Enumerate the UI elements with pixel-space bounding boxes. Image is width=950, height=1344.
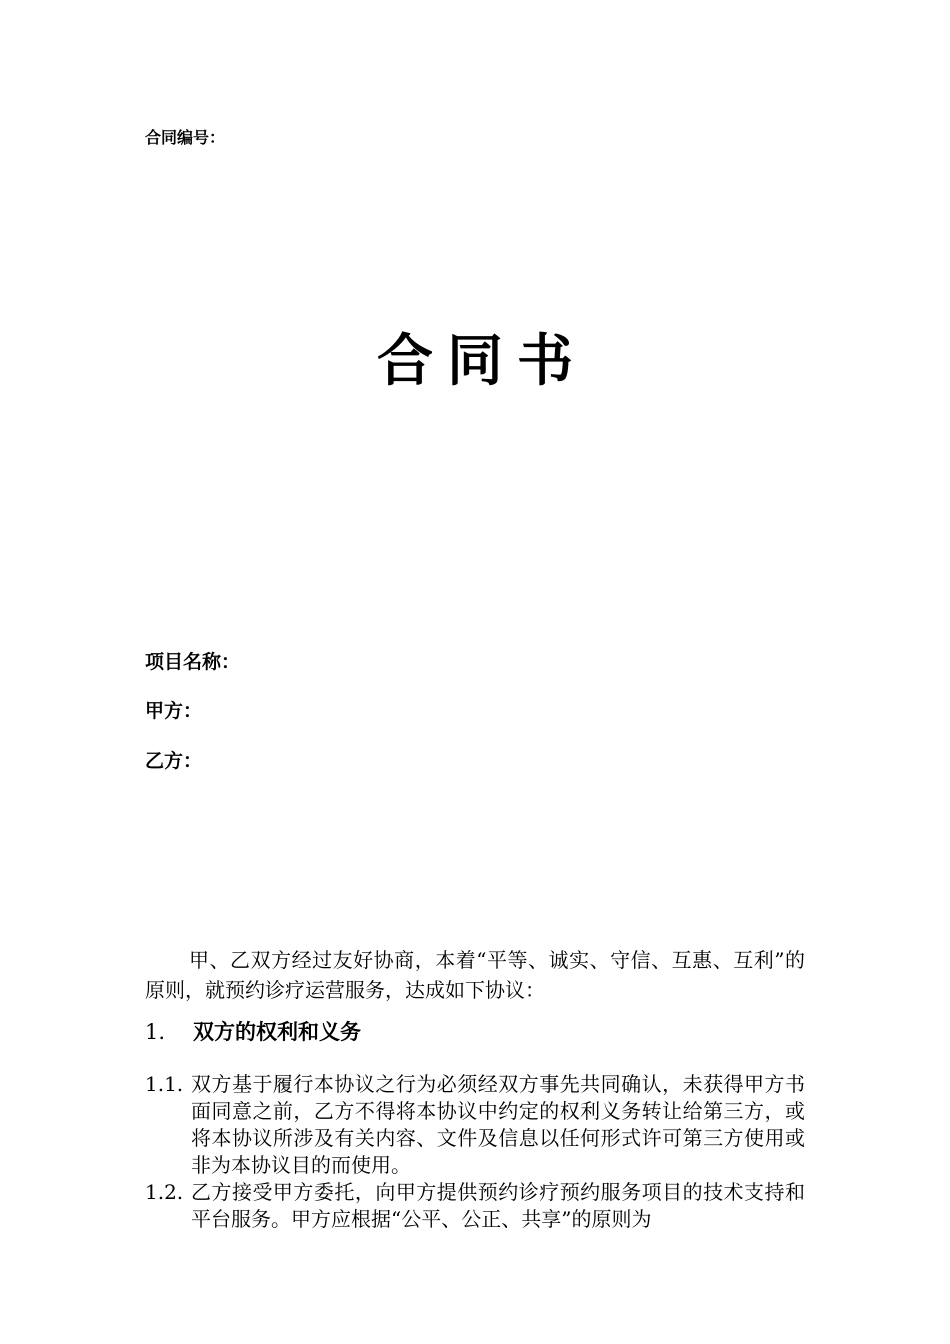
clause-text: 乙方接受甲方委托，向甲方提供预约诊疗预约服务项目的技术支持和平台服务。甲方应根据“公平、公正、共享”的原则为 (191, 1180, 805, 1231)
clause-text: 双方基于履行本协议之行为必须经双方事先共同确认，未获得甲方书面同意之前，乙方不得将本协议中约定的权利义务转让给第三方，或将本协议所涉及有关内容、文件及信息以任何形式许可第三方使用或非为本协议目的而使用。 (191, 1072, 805, 1177)
clause-item (145, 1071, 805, 1179)
section-title: 双方的权利和义务 (193, 1020, 361, 1044)
section-heading (145, 1017, 361, 1047)
contract-number-label: 合同编号： (145, 128, 226, 147)
party-a-label: 甲方： (145, 700, 203, 722)
project-name-label: 项目名称： (145, 651, 241, 673)
clause-number: 1.2. (145, 1180, 184, 1204)
document-title: 合同书 (377, 329, 587, 394)
clause-item (145, 1179, 805, 1233)
clause-number: 1.1. (145, 1072, 184, 1096)
party-b-label: 乙方： (145, 750, 203, 772)
intro-paragraph: 甲、乙双方经过友好协商，本着“平等、诚实、守信、互惠、互利”的原则，就预约诊疗运营服务，达成如下协议： (145, 948, 805, 1002)
section-number: 1. (145, 1020, 166, 1044)
